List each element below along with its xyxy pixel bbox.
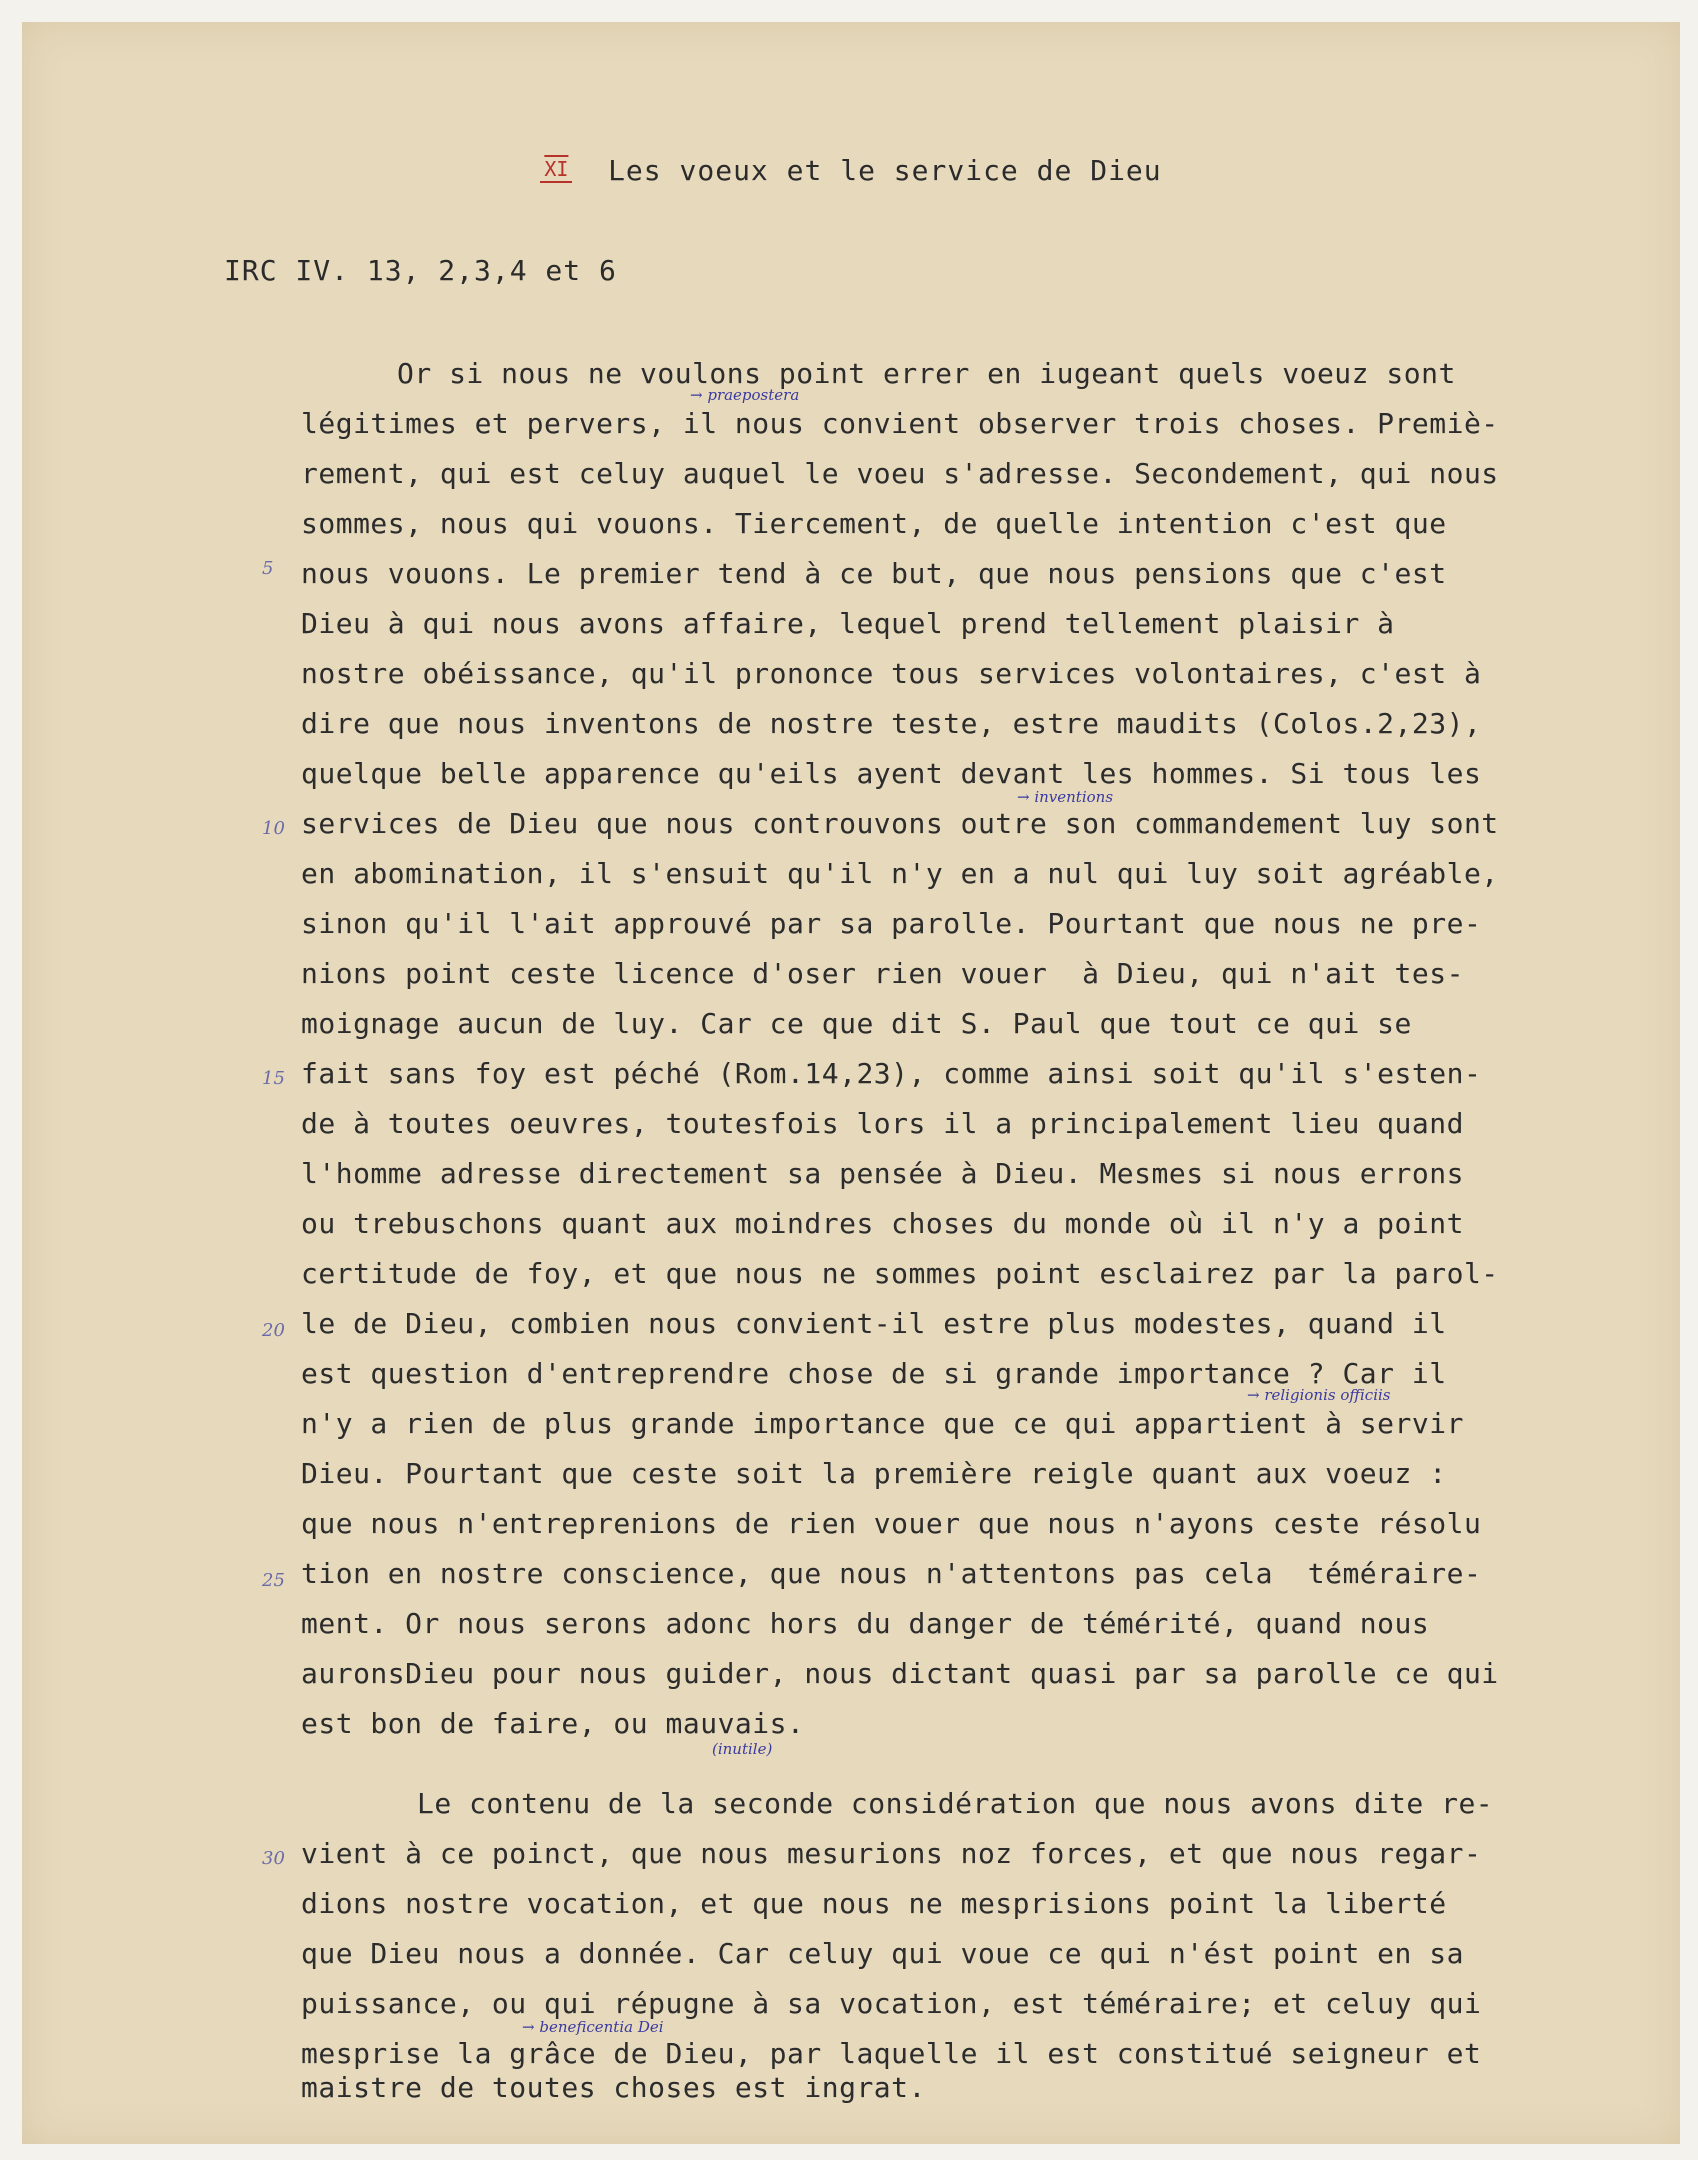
reference-line: IRC IV. 13, 2,3,4 et 6 — [224, 254, 617, 287]
text-line: sommes, nous qui vouons. Tiercement, de quelle intention c'est que — [301, 507, 1447, 540]
line-number: 20 — [262, 1320, 285, 1341]
text-line: ou trebuschons quant aux moindres choses du monde où il n'y a point — [301, 1207, 1464, 1240]
text-line: maistre de toutes choses est ingrat. — [301, 2071, 926, 2104]
section-marker: $\overline{XI}$ — [540, 157, 572, 183]
text-line: rement, qui est celuy auquel le voeu s'adresse. Secondement, qui nous — [301, 457, 1499, 490]
text-line: de à toutes oeuvres, toutesfois lors il a principalement lieu quand — [301, 1107, 1464, 1140]
text-line: Or si nous ne voulons point errer en iugeant quels voeuz sont — [397, 357, 1456, 390]
line-number: 10 — [262, 818, 285, 839]
text-line: fait sans foy est péché (Rom.14,23), comme ainsi soit qu'il s'esten- — [301, 1057, 1482, 1090]
text-line: services de Dieu que nous controuvons outre son commandement luy sont — [301, 807, 1499, 840]
text-line: quelque belle apparence qu'eils ayent devant les hommes. Si tous les — [301, 757, 1482, 790]
text-line: Dieu à qui nous avons affaire, lequel prend tellement plaisir à — [301, 607, 1395, 640]
text-line: ment. Or nous serons adonc hors du danger de témérité, quand nous — [301, 1607, 1430, 1640]
text-line: puissance, ou qui répugne à sa vocation, est téméraire; et celuy qui — [301, 1987, 1482, 2020]
text-line: dire que nous inventons de nostre teste, estre maudits (Colos.2,23), — [301, 707, 1482, 740]
text-line: vient à ce poinct, que nous mesurions noz forces, et que nous regar- — [301, 1837, 1482, 1870]
annotation-inutile: (inutile) — [712, 1740, 773, 1758]
annotation-inventions: → inventions — [1017, 788, 1114, 806]
annotation-beneficentia-dei: → beneficentia Dei — [522, 2018, 664, 2036]
document-page — [22, 22, 1680, 2144]
text-line: est bon de faire, ou mauvais. — [301, 1707, 805, 1740]
text-line: certitude de foy, et que nous ne sommes point esclairez par la parol- — [301, 1257, 1499, 1290]
text-line: est question d'entreprendre chose de si grande importance ? Car il — [301, 1357, 1447, 1390]
document-title: Les voeux et le service de Dieu — [608, 154, 1162, 187]
text-line: dions nostre vocation, et que nous ne mesprisions point la liberté — [301, 1887, 1447, 1920]
annotation-religionis-officiis: → religionis officiis — [1247, 1386, 1391, 1404]
text-line: nions point ceste licence d'oser rien vouer à Dieu, qui n'ait tes- — [301, 957, 1464, 990]
line-number: 25 — [262, 1570, 285, 1591]
text-line: le de Dieu, combien nous convient-il estre plus modestes, quand il — [301, 1307, 1447, 1340]
text-line: nostre obéissance, qu'il prononce tous services volontaires, c'est à — [301, 657, 1482, 690]
text-line: sinon qu'il l'ait approuvé par sa parolle. Pourtant que nous ne pre- — [301, 907, 1482, 940]
line-number: 5 — [262, 558, 274, 579]
line-number: 30 — [262, 1848, 285, 1869]
text-line: tion en nostre conscience, que nous n'attentons pas cela téméraire- — [301, 1557, 1482, 1590]
text-line: que nous n'entreprenions de rien vouer que nous n'ayons ceste résolu — [301, 1507, 1482, 1540]
text-line: Dieu. Pourtant que ceste soit la première reigle quant aux voeuz : — [301, 1457, 1447, 1490]
text-line: n'y a rien de plus grande importance que ce qui appartient à servir — [301, 1407, 1464, 1440]
text-line: nous vouons. Le premier tend à ce but, que nous pensions que c'est — [301, 557, 1447, 590]
text-line: l'homme adresse directement sa pensée à Dieu. Mesmes si nous errons — [301, 1157, 1464, 1190]
text-line: Le contenu de la seconde considération que nous avons dite re- — [417, 1787, 1494, 1820]
text-line: que Dieu nous a donnée. Car celuy qui voue ce qui n'ést point en sa — [301, 1937, 1464, 1970]
title-row — [22, 154, 1680, 187]
annotation-praepostera: → praepostera — [690, 386, 800, 404]
text-line: auronsDieu pour nous guider, nous dictant quasi par sa parolle ce qui — [301, 1657, 1499, 1690]
line-number: 15 — [262, 1068, 285, 1089]
text-line: moignage aucun de luy. Car ce que dit S. Paul que tout ce qui se — [301, 1007, 1412, 1040]
text-line: en abomination, il s'ensuit qu'il n'y en a nul qui luy soit agréable, — [301, 857, 1499, 890]
text-line: légitimes et pervers, il nous convient observer trois choses. Premiè- — [301, 407, 1499, 440]
text-line: mesprise la grâce de Dieu, par laquelle il est constitué seigneur et — [301, 2037, 1482, 2070]
